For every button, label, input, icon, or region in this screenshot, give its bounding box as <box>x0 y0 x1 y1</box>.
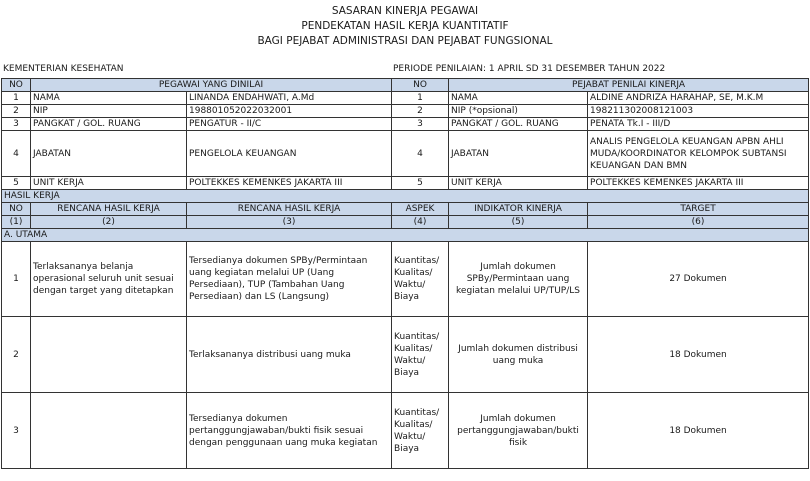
skp-table <box>1 78 809 469</box>
hk-indikator: Jumlah dokumen SPBy/Permintaan uang kegiatan melalui UP/TUP/LS <box>449 242 588 317</box>
hk-no: 1 <box>2 242 31 317</box>
table-row <box>2 317 809 393</box>
hk-aspek: Kuantitas/ Kualitas/ Waktu/ Biaya <box>392 393 449 469</box>
hk-aspek: Kuantitas/ Kualitas/ Waktu/ Biaya <box>392 242 449 317</box>
hk-no: 2 <box>2 317 31 393</box>
doc-title: SASARAN KINERJA PEGAWAI <box>331 5 479 17</box>
id-value: PENGATUR - II/C <box>187 118 392 131</box>
id-no: 5 <box>2 177 31 190</box>
id-value: 198801052022032001 <box>187 105 392 118</box>
hk-rhk-atasan <box>31 317 187 393</box>
id-value: PENGELOLA KEUANGAN <box>187 131 392 177</box>
hk-rhk: Tersedianya dokumen SPBy/Permintaan uang kegiatan melalui UP (Uang Persediaan), TUP (Tambahan Uang Persediaan) dan LS (Langsung) <box>187 242 392 317</box>
hk-col-rhk-atasan: RENCANA HASIL KERJA <box>31 203 187 216</box>
id-value: LINANDA ENDAHWATI, A.Md <box>187 92 392 105</box>
table-row <box>2 242 809 317</box>
id-col-no-2: NO <box>392 79 449 92</box>
hk-rhk: Terlaksananya distribusi uang muka <box>187 317 392 393</box>
hasil-kerja-section: HASIL KERJA <box>2 190 809 203</box>
hk-index: (4) <box>392 216 449 229</box>
hk-index: (1) <box>2 216 31 229</box>
hk-rhk-atasan: Terlaksananya belanja operasional seluruh unit sesuai dengan target yang ditetapkan <box>31 242 187 317</box>
hk-index: (2) <box>31 216 187 229</box>
identity-row <box>2 131 809 177</box>
id-label-2: PANGKAT / GOL. RUANG <box>449 118 588 131</box>
identity-row <box>2 177 809 190</box>
hk-index: (3) <box>187 216 392 229</box>
pejabat-header: PEJABAT PENILAI KINERJA <box>449 79 809 92</box>
id-label-2: NAMA <box>449 92 588 105</box>
id-no-2: 3 <box>392 118 449 131</box>
id-label: NIP <box>31 105 187 118</box>
id-label: JABATAN <box>31 131 187 177</box>
id-no-2: 4 <box>392 131 449 177</box>
pegawai-header: PEGAWAI YANG DINILAI <box>31 79 392 92</box>
id-label-2: NIP (*opsional) <box>449 105 588 118</box>
hk-target: 18 Dokumen <box>588 393 809 469</box>
hk-no: 3 <box>2 393 31 469</box>
table-row <box>2 393 809 469</box>
id-value-2: ANALIS PENGELOLA KEUANGAN APBN AHLI MUDA/KOORDINATOR KELOMPOK SUBTANSI KEUANGAN DAN BMN <box>588 131 809 177</box>
id-no-2: 5 <box>392 177 449 190</box>
id-no: 4 <box>2 131 31 177</box>
hk-index: (6) <box>588 216 809 229</box>
doc-subtitle: PENDEKATAN HASIL KERJA KUANTITATIF <box>301 20 509 32</box>
id-value-2: PENATA Tk.I - III/D <box>588 118 809 131</box>
hk-target: 18 Dokumen <box>588 317 809 393</box>
id-label: NAMA <box>31 92 187 105</box>
hk-rhk: Tersedianya dokumen pertanggungjawaban/bukti fisik sesuai dengan penggunaan uang muka kegiatan <box>187 393 392 469</box>
id-value: POLTEKKES KEMENKES JAKARTA III <box>187 177 392 190</box>
hk-indikator: Jumlah dokumen distribusi uang muka <box>449 317 588 393</box>
instansi-label: KEMENTERIAN KESEHATAN <box>3 64 124 74</box>
hk-col-no: NO <box>2 203 31 216</box>
hk-index: (5) <box>449 216 588 229</box>
id-no: 2 <box>2 105 31 118</box>
hk-aspek: Kuantitas/ Kualitas/ Waktu/ Biaya <box>392 317 449 393</box>
id-no: 3 <box>2 118 31 131</box>
periode-label: PERIODE PENILAIAN: 1 APRIL SD 31 DESEMBER TAHUN 2022 <box>393 64 666 74</box>
id-no-2: 1 <box>392 92 449 105</box>
id-col-no: NO <box>2 79 31 92</box>
hk-indikator: Jumlah dokumen pertanggungjawaban/bukti fisik <box>449 393 588 469</box>
doc-subtitle-2: BAGI PEJABAT ADMINISTRASI DAN PEJABAT FUNGSIONAL <box>257 35 553 47</box>
hk-col-rhk: RENCANA HASIL KERJA <box>187 203 392 216</box>
id-value-2: ALDINE ANDRIZA HARAHAP, SE, M.K.M <box>588 92 809 105</box>
hk-col-indikator: INDIKATOR KINERJA <box>449 203 588 216</box>
id-label: UNIT KERJA <box>31 177 187 190</box>
identity-row <box>2 118 809 131</box>
id-label-2: UNIT KERJA <box>449 177 588 190</box>
hk-target: 27 Dokumen <box>588 242 809 317</box>
id-value-2: POLTEKKES KEMENKES JAKARTA III <box>588 177 809 190</box>
utama-subsection: A. UTAMA <box>2 229 809 242</box>
id-value-2: 198211302008121003 <box>588 105 809 118</box>
hk-col-target: TARGET <box>588 203 809 216</box>
id-no: 1 <box>2 92 31 105</box>
identity-row <box>2 105 809 118</box>
id-label-2: JABATAN <box>449 131 588 177</box>
id-no-2: 2 <box>392 105 449 118</box>
hk-rhk-atasan <box>31 393 187 469</box>
id-label: PANGKAT / GOL. RUANG <box>31 118 187 131</box>
identity-row <box>2 92 809 105</box>
hk-col-aspek: ASPEK <box>392 203 449 216</box>
